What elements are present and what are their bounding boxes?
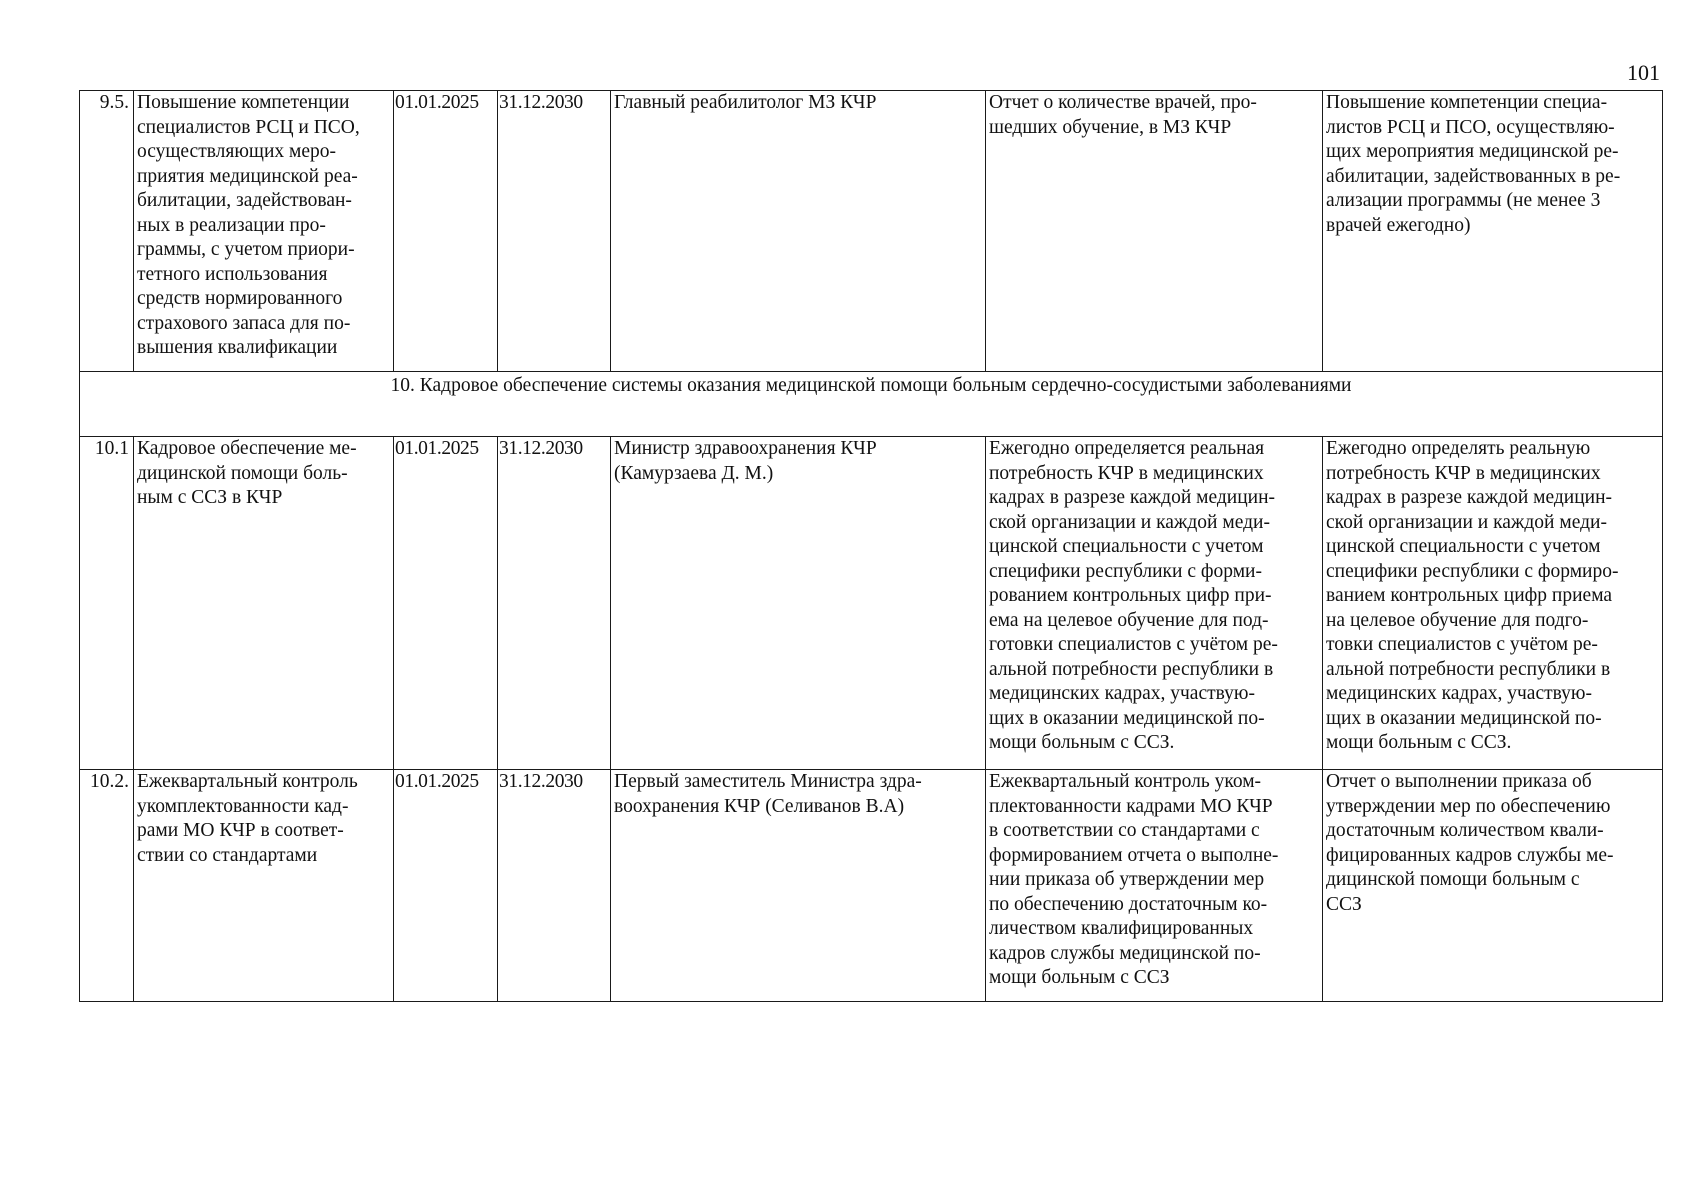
indicator-cell: Отчет о выполнении приказа об утверждении мер по обеспечению достаточным количеством квали- фицированных кадров службы ме- дицинской помощи больным с ССЗ [1323, 770, 1663, 1002]
activity-cell: Повышение компетенции специалистов РСЦ и ПСО, осуществляющих меро- приятия медицинской реа- билитации, задействован- ных в реализации про- граммы, с учетом приори- тетного использования средств нормированного страхового запаса для по- вышения квалификации [134, 91, 394, 372]
plan-table [79, 90, 1663, 1002]
row-number: 10.1 [80, 437, 134, 770]
start-date-cell: 01.01.2025 [394, 91, 498, 372]
section-row [80, 372, 1663, 437]
table-row [80, 770, 1663, 1002]
indicator-cell: Ежегодно определять реальную потребность КЧР в медицинских кадрах в разрезе каждой медицин- ской организации и каждой меди- цинской специальности с учетом специфики республики с формиро- ванием контрольных цифр приема на целевое обучение для подго- товки специалистов с учётом ре- альной потребности республики в медицинских кадрах, участвую- щих в оказании медицинской по- мощи больным с ССЗ. [1323, 437, 1663, 770]
end-date-cell: 31.12.2030 [498, 437, 611, 770]
table-row [80, 437, 1663, 770]
activity-cell: Ежеквартальный контроль укомплектованности кад- рами МО КЧР в соответ- ствии со стандартами [134, 770, 394, 1002]
row-number: 9.5. [80, 91, 134, 372]
table-row [80, 91, 1663, 372]
end-date-cell: 31.12.2030 [498, 770, 611, 1002]
start-date-cell: 01.01.2025 [394, 770, 498, 1002]
responsible-cell: Главный реабилитолог МЗ КЧР [611, 91, 986, 372]
section-title: 10. Кадровое обеспечение системы оказания медицинской помощи больным сердечно-сосудистыми заболеваниями [80, 372, 1663, 437]
result-cell: Отчет о количестве врачей, про- шедших обучение, в МЗ КЧР [986, 91, 1323, 372]
row-number: 10.2. [80, 770, 134, 1002]
responsible-cell: Первый заместитель Министра здра- воохранения КЧР (Селиванов В.А) [611, 770, 986, 1002]
start-date-cell: 01.01.2025 [394, 437, 498, 770]
end-date-cell: 31.12.2030 [498, 91, 611, 372]
activity-cell: Кадровое обеспечение ме- дицинской помощи боль- ным с ССЗ в КЧР [134, 437, 394, 770]
result-cell: Ежегодно определяется реальная потребность КЧР в медицинских кадрах в разрезе каждой медицин- ской организации и каждой меди- цинской специальности с учетом специфики республики с форми- рованием контрольных цифр при- ема на целевое обучение для под- готовки специалистов с учётом ре- альной потребности республики в медицинских кадрах, участвую- щих в оказании медицинской по- мощи больным с ССЗ. [986, 437, 1323, 770]
responsible-cell: Министр здравоохранения КЧР (Камурзаева Д. М.) [611, 437, 986, 770]
page-number: 101 [1627, 60, 1660, 85]
result-cell: Ежеквартальный контроль уком- плектованности кадрами МО КЧР в соответствии со стандартами с формированием отчета о выполне- нии приказа об утверждении мер по обеспечению достаточным ко- личеством квалифицированных кадров службы медицинской по- мощи больным с ССЗ [986, 770, 1323, 1002]
indicator-cell: Повышение компетенции специа- листов РСЦ и ПСО, осуществляю- щих мероприятия медицинской ре- абилитации, задействованных в ре- ализации программы (не менее 3 врачей ежегодно) [1323, 91, 1663, 372]
